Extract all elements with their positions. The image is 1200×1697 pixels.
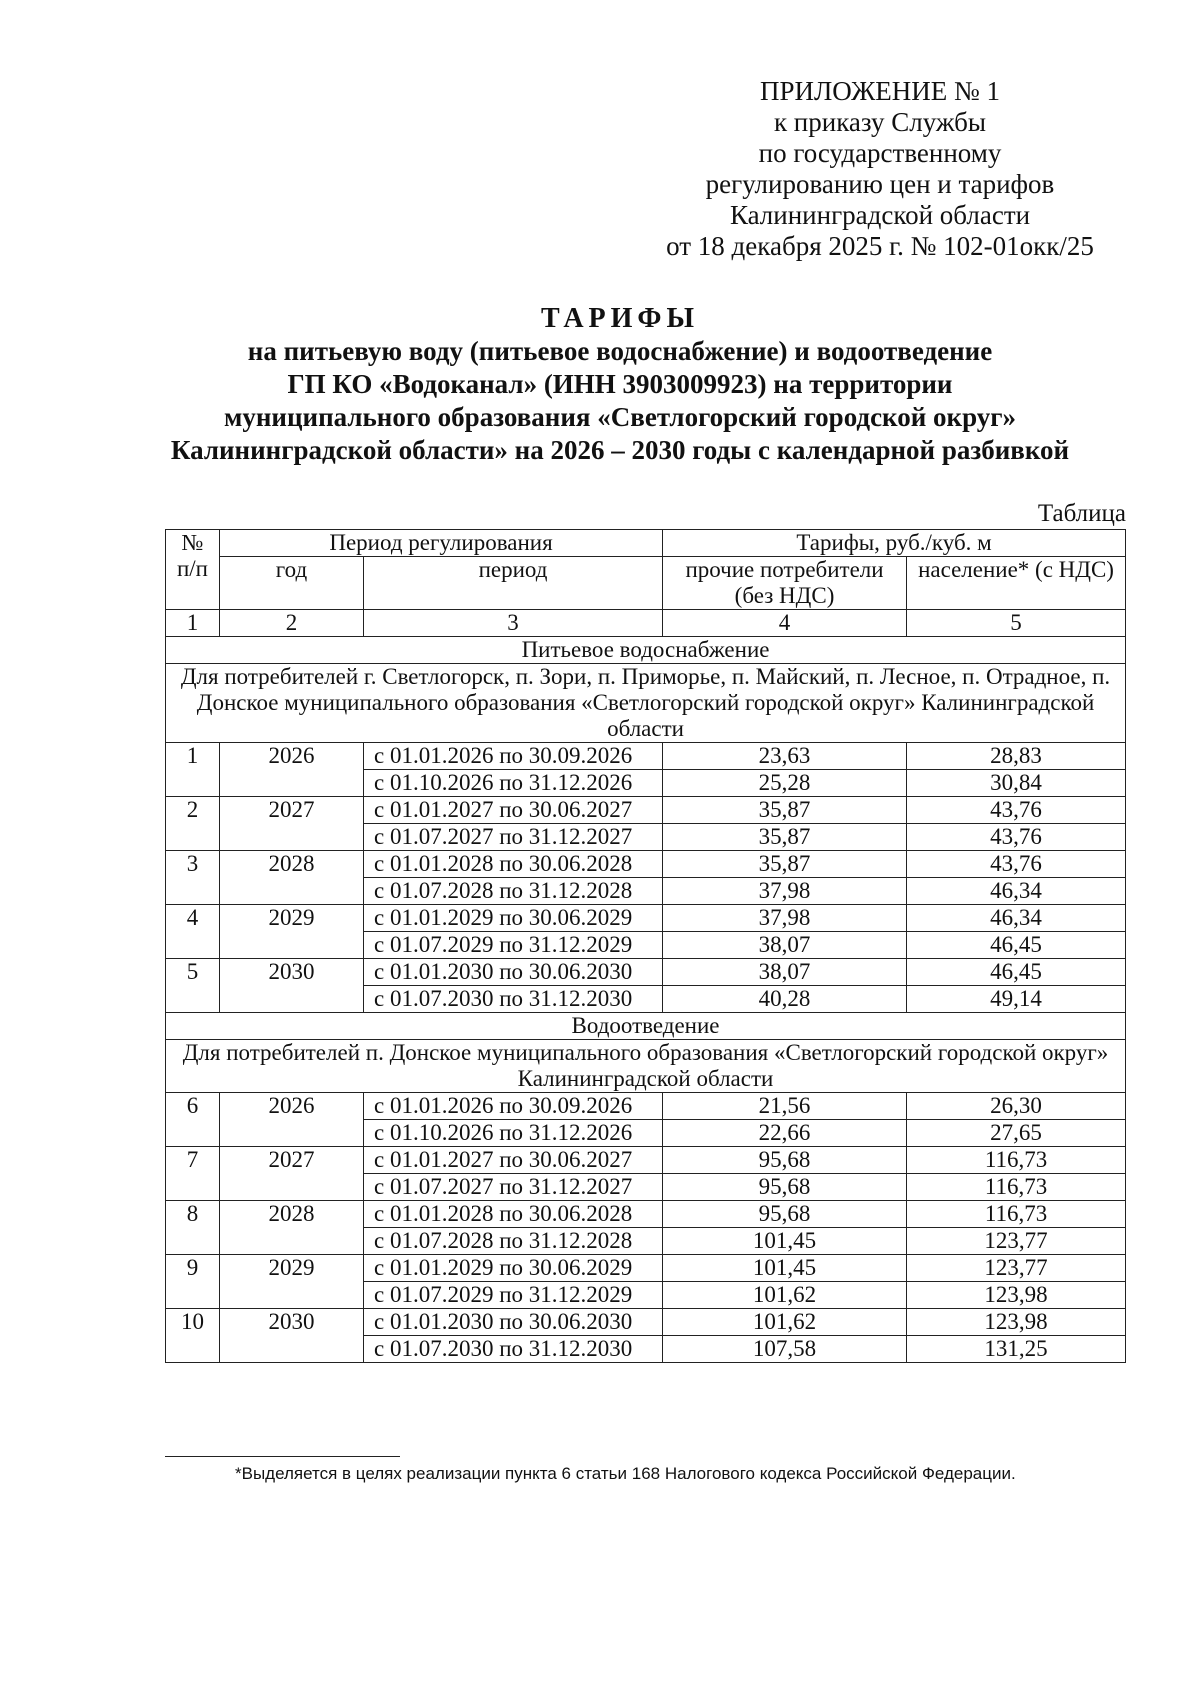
row-tariff-others: 37,98 (663, 878, 907, 905)
column-number: 3 (364, 610, 663, 637)
header-period: период (364, 557, 663, 610)
row-period: с 01.07.2030 по 31.12.2030 (364, 986, 663, 1013)
row-period: с 01.01.2027 по 30.06.2027 (364, 1147, 663, 1174)
row-number: 1 (166, 743, 220, 797)
title-line: на питьевую воду (питьевое водоснабжение) и водоотведение (247, 336, 993, 366)
header-population: население* (с НДС) (907, 557, 1126, 610)
row-year: 2028 (220, 1201, 364, 1255)
row-tariff-others: 38,07 (663, 959, 907, 986)
row-tariff-others: 95,68 (663, 1174, 907, 1201)
table-row (166, 1093, 1126, 1120)
table-row (166, 743, 1126, 770)
row-tariff-others: 101,45 (663, 1255, 907, 1282)
row-year: 2029 (220, 1255, 364, 1309)
header-period-group: Период регулирования (220, 530, 663, 557)
table-row (166, 1201, 1126, 1228)
row-number: 9 (166, 1255, 220, 1309)
row-number: 8 (166, 1201, 220, 1255)
row-tariff-others: 38,07 (663, 932, 907, 959)
row-period: с 01.01.2029 по 30.06.2029 (364, 905, 663, 932)
row-tariff-others: 101,45 (663, 1228, 907, 1255)
table-row (166, 797, 1126, 824)
annex-block (640, 76, 1120, 262)
row-tariff-population: 123,98 (907, 1282, 1126, 1309)
title-heading: ТАРИФЫ (541, 303, 699, 334)
row-period: с 01.07.2028 по 31.12.2028 (364, 878, 663, 905)
row-tariff-population: 131,25 (907, 1336, 1126, 1363)
section-subtitle-row (166, 1040, 1126, 1093)
row-period: с 01.10.2026 по 31.12.2026 (364, 770, 663, 797)
row-number: 4 (166, 905, 220, 959)
row-period: с 01.07.2027 по 31.12.2027 (364, 1174, 663, 1201)
table-row (166, 959, 1126, 986)
row-period: с 01.07.2029 по 31.12.2029 (364, 932, 663, 959)
row-period: с 01.01.2030 по 30.06.2030 (364, 1309, 663, 1336)
row-number: 7 (166, 1147, 220, 1201)
section-subtitle: Для потребителей г. Светлогорск, п. Зори, п. Приморье, п. Майский, п. Лесное, п. Отрадное, п. Донское муниципального образования «Светлогорский городской округ» Калининградской области (166, 664, 1126, 743)
table-caption: Таблица (1037, 500, 1126, 527)
table-row (166, 1309, 1126, 1336)
column-number: 2 (220, 610, 364, 637)
row-tariff-others: 40,28 (663, 986, 907, 1013)
row-period: с 01.01.2026 по 30.09.2026 (364, 1093, 663, 1120)
table-row (166, 905, 1126, 932)
row-tariff-others: 101,62 (663, 1282, 907, 1309)
section-title: Питьевое водоснабжение (166, 637, 1126, 664)
row-tariff-population: 27,65 (907, 1120, 1126, 1147)
row-tariff-population: 46,45 (907, 959, 1126, 986)
row-year: 2027 (220, 797, 364, 851)
row-tariff-population: 26,30 (907, 1093, 1126, 1120)
column-number: 1 (166, 610, 220, 637)
row-tariff-others: 35,87 (663, 851, 907, 878)
column-number: 5 (907, 610, 1126, 637)
section-title-row (166, 637, 1126, 664)
row-tariff-population: 49,14 (907, 986, 1126, 1013)
row-tariff-population: 30,84 (907, 770, 1126, 797)
row-tariff-population: 123,77 (907, 1228, 1126, 1255)
row-period: с 01.01.2026 по 30.09.2026 (364, 743, 663, 770)
row-tariff-population: 123,98 (907, 1309, 1126, 1336)
annex-line: Калининградской области (729, 200, 1031, 230)
row-tariff-others: 25,28 (663, 770, 907, 797)
row-tariff-population: 116,73 (907, 1174, 1126, 1201)
table-row (166, 1255, 1126, 1282)
row-tariff-population: 46,34 (907, 878, 1126, 905)
section-title-row (166, 1013, 1126, 1040)
header-tariffs-group: Тарифы, руб./куб. м (663, 530, 1126, 557)
row-tariff-population: 43,76 (907, 851, 1126, 878)
row-tariff-population: 28,83 (907, 743, 1126, 770)
row-year: 2029 (220, 905, 364, 959)
row-period: с 01.07.2027 по 31.12.2027 (364, 824, 663, 851)
row-tariff-population: 116,73 (907, 1201, 1126, 1228)
row-tariff-others: 37,98 (663, 905, 907, 932)
header-row (166, 557, 1126, 610)
header-others: прочие потребители (без НДС) (663, 557, 907, 610)
footnote: *Выделяется в целях реализации пункта 6 статьи 168 Налогового кодекса Российской Федерации. (235, 1464, 1016, 1483)
annex-line: регулированию цен и тарифов (705, 169, 1055, 199)
annex-title: ПРИЛОЖЕНИЕ № 1 (759, 76, 1001, 106)
annex-line: к приказу Службы (773, 107, 987, 137)
row-period: с 01.01.2030 по 30.06.2030 (364, 959, 663, 986)
table-row (166, 1147, 1126, 1174)
row-period: с 01.01.2028 по 30.06.2028 (364, 1201, 663, 1228)
row-number: 2 (166, 797, 220, 851)
section-subtitle: Для потребителей п. Донское муниципального образования «Светлогорский городской округ» Калининградской области (166, 1040, 1126, 1093)
row-period: с 01.07.2028 по 31.12.2028 (364, 1228, 663, 1255)
column-numbers-row (166, 610, 1126, 637)
footnote-divider (165, 1456, 400, 1457)
row-tariff-population: 43,76 (907, 824, 1126, 851)
row-tariff-others: 21,56 (663, 1093, 907, 1120)
row-period: с 01.07.2030 по 31.12.2030 (364, 1336, 663, 1363)
row-year: 2030 (220, 1309, 364, 1363)
row-year: 2030 (220, 959, 364, 1013)
section-subtitle-row (166, 664, 1126, 743)
row-period: с 01.01.2027 по 30.06.2027 (364, 797, 663, 824)
annex-order-date: от 18 декабря 2025 г. № 102-01окк/25 (666, 231, 1094, 261)
header-num: № п/п (166, 530, 220, 610)
row-tariff-others: 95,68 (663, 1147, 907, 1174)
title-line: муниципального образования «Светлогорский городской округ» (223, 402, 1017, 432)
title-line: Калининградской области» на 2026 – 2030 годы с календарной разбивкой (170, 435, 1070, 465)
row-tariff-population: 46,34 (907, 905, 1126, 932)
row-tariff-others: 95,68 (663, 1201, 907, 1228)
row-tariff-others: 35,87 (663, 824, 907, 851)
annex-line: по государственному (758, 138, 1002, 168)
row-year: 2027 (220, 1147, 364, 1201)
row-number: 6 (166, 1093, 220, 1147)
row-year: 2026 (220, 743, 364, 797)
row-number: 10 (166, 1309, 220, 1363)
row-tariff-others: 22,66 (663, 1120, 907, 1147)
row-period: с 01.10.2026 по 31.12.2026 (364, 1120, 663, 1147)
title-line: ГП КО «Водоканал» (ИНН 3903009923) на территории (287, 369, 953, 399)
row-number: 5 (166, 959, 220, 1013)
row-period: с 01.01.2029 по 30.06.2029 (364, 1255, 663, 1282)
row-number: 3 (166, 851, 220, 905)
section-title: Водоотведение (166, 1013, 1126, 1040)
tariffs-table (165, 529, 1126, 1363)
row-year: 2026 (220, 1093, 364, 1147)
row-tariff-others: 101,62 (663, 1309, 907, 1336)
column-number: 4 (663, 610, 907, 637)
document-title (120, 302, 1120, 467)
table-row (166, 851, 1126, 878)
row-tariff-population: 46,45 (907, 932, 1126, 959)
row-tariff-others: 35,87 (663, 797, 907, 824)
row-tariff-population: 116,73 (907, 1147, 1126, 1174)
row-tariff-others: 23,63 (663, 743, 907, 770)
row-period: с 01.07.2029 по 31.12.2029 (364, 1282, 663, 1309)
header-row (166, 530, 1126, 557)
row-tariff-others: 107,58 (663, 1336, 907, 1363)
header-year: год (220, 557, 364, 610)
row-period: с 01.01.2028 по 30.06.2028 (364, 851, 663, 878)
row-tariff-population: 123,77 (907, 1255, 1126, 1282)
row-year: 2028 (220, 851, 364, 905)
row-tariff-population: 43,76 (907, 797, 1126, 824)
